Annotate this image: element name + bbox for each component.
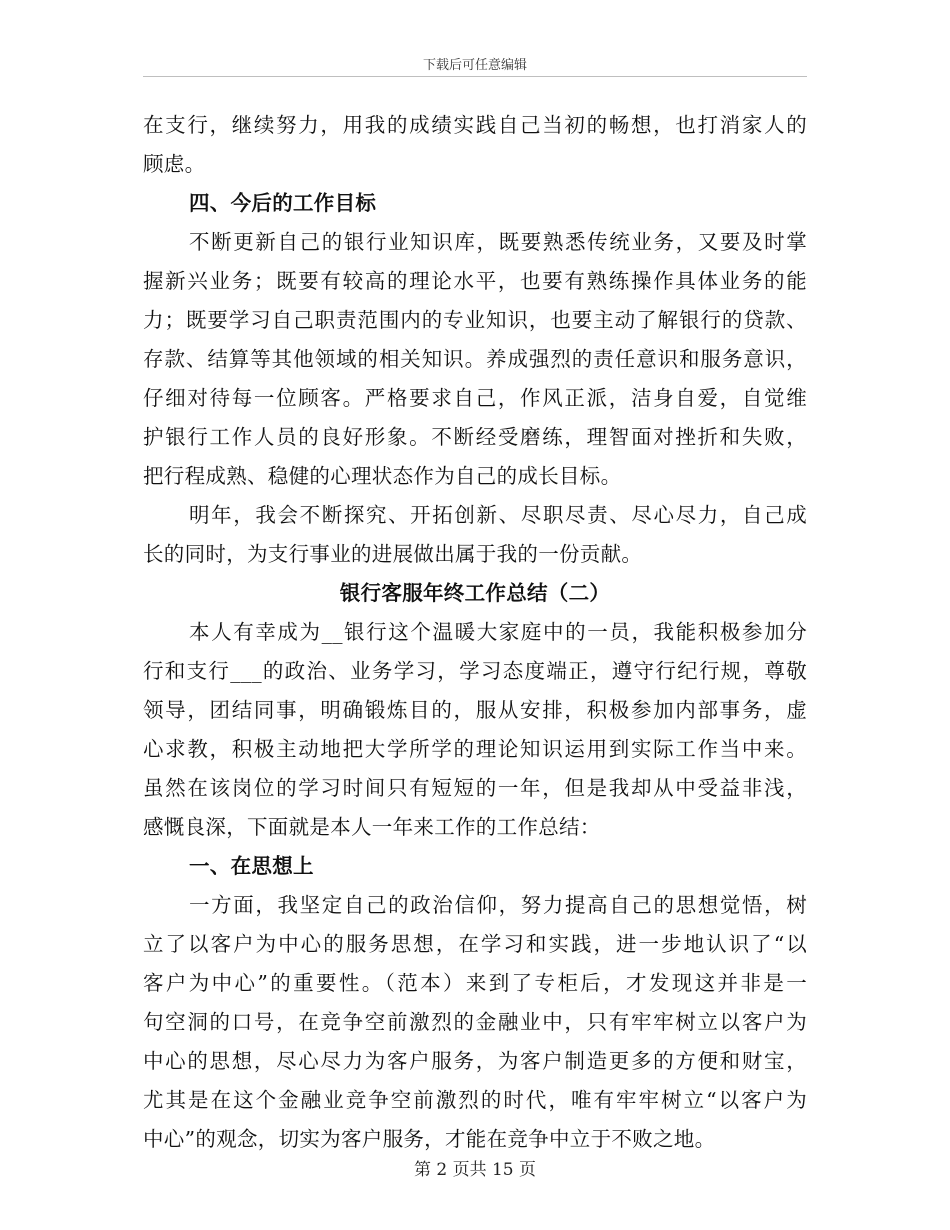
document-title: 银行客服年终工作总结（二） — [339, 581, 611, 605]
page-header: 下载后可任意编辑 — [422, 58, 527, 73]
paragraph-line: 不断更新自己的银行业知识库，既要熟悉传统业务，又要及时掌 — [189, 230, 807, 254]
paragraph-line: 行和支行___的政治、业务学习，学习态度端正，遵守行纪行规，尊敬 — [143, 659, 807, 683]
paragraph-line: 客户为中心”的重要性。（范本）来到了专柜后，才发现这并非是一 — [143, 971, 807, 995]
paragraph-line: 虽然在该岗位的学习时间只有短短的一年，但是我却从中受益非浅， — [143, 776, 807, 800]
paragraph-line: 明年，我会不断探究、开拓创新、尽职尽责、尽心尽力，自己成 — [189, 503, 807, 527]
paragraph-line: 中心”的观念，切实为客户服务，才能在竞争中立于不败之地。 — [143, 1127, 716, 1151]
paragraph-line: 力；既要学习自己职责范围内的专业知识，也要主动了解银行的贷款、 — [143, 308, 807, 332]
paragraph-line: 在支行，继续努力，用我的成绩实践自己当初的畅想，也打消家人的 — [143, 113, 807, 137]
paragraph-line: 顾虑。 — [143, 152, 206, 176]
paragraph-line: 握新兴业务；既要有较高的理论水平，也要有熟练操作具体业务的能 — [143, 269, 807, 293]
paragraph-line: 心求教，积极主动地把大学所学的理论知识运用到实际工作当中来。 — [143, 737, 807, 761]
paragraph-line: 护银行工作人员的良好形象。不断经受磨练，理智面对挫折和失败， — [143, 425, 807, 449]
page-number: 第 2 页共 15 页 — [413, 1160, 537, 1180]
paragraph-line: 尤其是在这个金融业竞争空前激烈的时代，唯有牢牢树立“以客户为 — [143, 1088, 807, 1112]
paragraph-line: 感慨良深，下面就是本人一年来工作的工作总结： — [143, 815, 601, 839]
document-body — [143, 106, 807, 1159]
paragraph-line: 仔细对待每一位顾客。严格要求自己，作风正派，洁身自爱，自觉维 — [143, 386, 807, 410]
header-divider — [143, 76, 807, 77]
paragraph-line: 一方面，我坚定自己的政治信仰，努力提高自己的思想觉悟，树 — [189, 893, 807, 917]
section-heading: 一、在思想上 — [189, 854, 314, 878]
section-heading: 四、今后的工作目标 — [189, 191, 377, 215]
paragraph-line: 存款、结算等其他领域的相关知识。养成强烈的责任意识和服务意识， — [143, 347, 807, 371]
paragraph-line: 把行程成熟、稳健的心理状态作为自己的成长目标。 — [143, 464, 622, 488]
paragraph-line: 领导，团结同事，明确锻炼目的，服从安排，积极参加内部事务，虚 — [143, 698, 807, 722]
paragraph-line: 句空洞的口号，在竞争空前激烈的金融业中，只有牢牢树立以客户为 — [143, 1010, 807, 1034]
paragraph-line: 中心的思想，尽心尽力为客户服务，为客户制造更多的方便和财宝， — [143, 1049, 807, 1073]
paragraph-line: 立了以客户为中心的服务思想，在学习和实践，进一步地认识了“以 — [143, 932, 807, 956]
paragraph-line: 长的同时，为支行事业的进展做出属于我的一份贡献。 — [143, 542, 643, 566]
paragraph-line: 本人有幸成为__银行这个温暖大家庭中的一员，我能积极参加分 — [189, 620, 807, 644]
